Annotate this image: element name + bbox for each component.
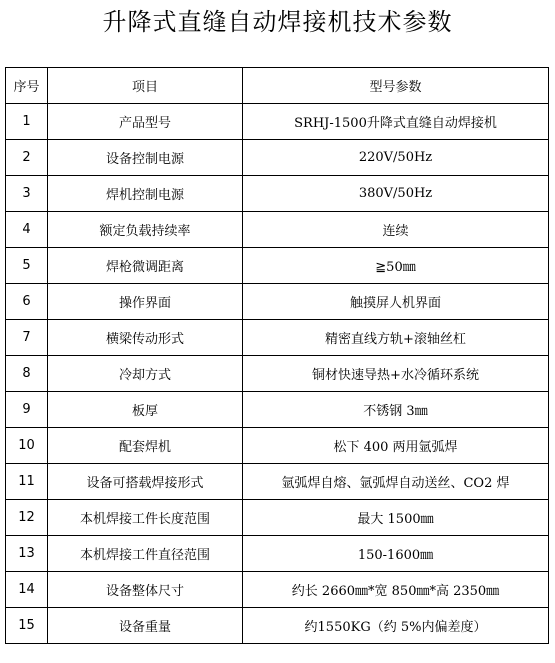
table-row — [6, 104, 549, 140]
row-value: SRHJ-1500升降式直缝自动焊接机 — [243, 104, 549, 140]
table-row — [6, 464, 549, 500]
row-value: 约长 2660㎜*宽 850㎜*高 2350㎜ — [243, 572, 549, 608]
header-value: 型号参数 — [243, 68, 549, 104]
row-no: 9 — [6, 392, 48, 428]
row-value: 精密直线方轨+滚轴丝杠 — [243, 320, 549, 356]
row-value: 氩弧焊自熔、氩弧焊自动送丝、CO2 焊 — [243, 464, 549, 500]
row-item: 板厚 — [48, 392, 243, 428]
row-no: 7 — [6, 320, 48, 356]
row-value: 150-1600㎜ — [243, 536, 549, 572]
row-item: 设备控制电源 — [48, 140, 243, 176]
row-item: 本机焊接工件长度范围 — [48, 500, 243, 536]
row-no: 8 — [6, 356, 48, 392]
row-value: 松下 400 两用氩弧焊 — [243, 428, 549, 464]
row-item: 额定负载持续率 — [48, 212, 243, 248]
table-row — [6, 608, 549, 644]
page-title: 升降式直缝自动焊接机技术参数 — [102, 8, 453, 36]
row-value: 铜材快速导热+水冷循环系统 — [243, 356, 549, 392]
row-item: 横梁传动形式 — [48, 320, 243, 356]
row-value: 不锈钢 3㎜ — [243, 392, 549, 428]
row-no: 15 — [6, 608, 48, 644]
spec-table — [5, 67, 549, 644]
table-row — [6, 284, 549, 320]
table-row — [6, 572, 549, 608]
header-item: 项目 — [48, 68, 243, 104]
row-value: ≧50㎜ — [243, 248, 549, 284]
row-value: 220V/50Hz — [243, 140, 549, 176]
row-item: 配套焊机 — [48, 428, 243, 464]
row-no: 5 — [6, 248, 48, 284]
table-row — [6, 176, 549, 212]
row-value: 触摸屏人机界面 — [243, 284, 549, 320]
row-no: 6 — [6, 284, 48, 320]
row-no: 14 — [6, 572, 48, 608]
row-item: 焊枪微调距离 — [48, 248, 243, 284]
row-no: 11 — [6, 464, 48, 500]
row-no: 4 — [6, 212, 48, 248]
table-row — [6, 356, 549, 392]
row-value: 约1550KG（约 5%内偏差度） — [243, 608, 549, 644]
row-value: 最大 1500㎜ — [243, 500, 549, 536]
header-no: 序号 — [6, 68, 48, 104]
row-item: 操作界面 — [48, 284, 243, 320]
table-row — [6, 428, 549, 464]
row-value: 连续 — [243, 212, 549, 248]
row-no: 2 — [6, 140, 48, 176]
row-item: 冷却方式 — [48, 356, 243, 392]
row-item: 本机焊接工件直径范围 — [48, 536, 243, 572]
row-item: 焊机控制电源 — [48, 176, 243, 212]
row-value: 380V/50Hz — [243, 176, 549, 212]
table-row — [6, 392, 549, 428]
row-item: 产品型号 — [48, 104, 243, 140]
table-header-row — [6, 68, 549, 104]
table-row — [6, 140, 549, 176]
row-item: 设备重量 — [48, 608, 243, 644]
table-row — [6, 500, 549, 536]
table-row — [6, 320, 549, 356]
row-no: 12 — [6, 500, 48, 536]
row-item: 设备整体尺寸 — [48, 572, 243, 608]
row-no: 10 — [6, 428, 48, 464]
row-no: 1 — [6, 104, 48, 140]
table-row — [6, 212, 549, 248]
row-no: 13 — [6, 536, 48, 572]
table-row — [6, 536, 549, 572]
table-row — [6, 248, 549, 284]
row-item: 设备可搭载焊接形式 — [48, 464, 243, 500]
row-no: 3 — [6, 176, 48, 212]
